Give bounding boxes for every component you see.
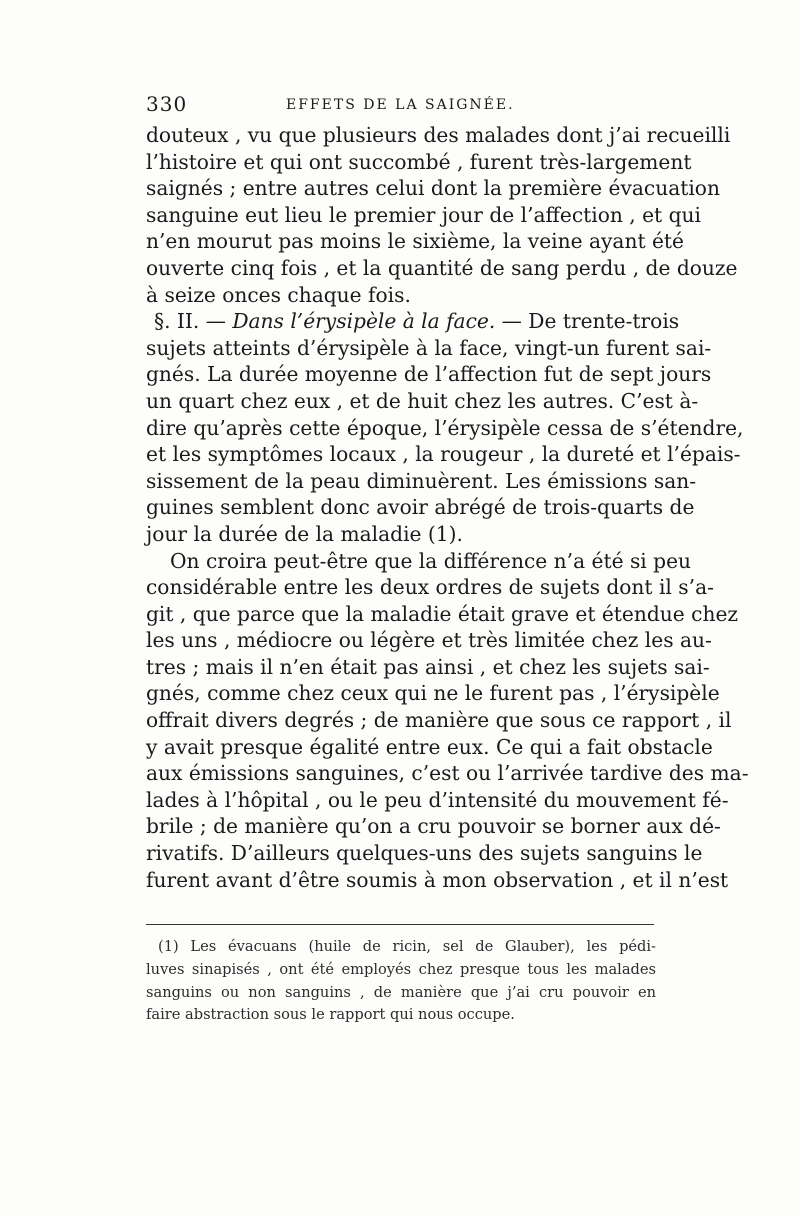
text-line: gnés. La durée moyenne de l’affection fut de sept jours [146,362,712,387]
text-line: furent avant d’être soumis à mon observation , et il n’est [146,867,729,892]
text-line: à seize onces chaque fois. [146,282,411,307]
section-heading-rest: — De trente-trois [501,309,680,334]
text-line: lades à l’hôpital , ou le peu d’intensité du mouvement fé- [146,787,729,812]
running-head [146,92,656,122]
text-line: l’histoire et qui ont succombé , furent très-largement [146,149,692,174]
text-line: aux émissions sanguines, c’est ou l’arrivée tardive des ma- [146,761,749,786]
text-line: sujets atteints d’érysipèle à la face, vingt-un furent sai- [146,335,712,360]
footnote-divider [146,924,654,925]
running-head-title: EFFETS DE LA SAIGNÉE. [286,97,515,113]
footnotes [146,936,656,1027]
main-text [146,122,749,893]
text-line: jour la durée de la maladie (1). [146,521,463,546]
footnote-line: sanguins ou non sanguins , de manière que j’ai cru pouvoir en [146,983,656,1001]
text-line: git , que parce que la maladie était grave et étendue chez [146,601,739,626]
text-line: y avait presque égalité entre eux. Ce qui a fait obstacle [146,734,713,759]
text-line: n’en mourut pas moins le sixième, la veine ayant été [146,229,684,254]
text-line: saignés ; entre autres celui dont la première évacuation [146,176,720,201]
text-line: un quart chez eux , et de huit chez les autres. C’est à- [146,388,699,413]
section-heading [146,308,680,335]
text-line: brile ; de manière qu’on a cru pouvoir se borner aux dé- [146,814,721,839]
footnote-line: luves sinapisés , ont été employés chez presque tous les malades [146,960,656,978]
text-line: offrait divers degrés ; de manière que sous ce rapport , il [146,708,732,733]
text-line: les uns , médiocre ou légère et très limitée chez les au- [146,628,712,653]
text-line: sanguine eut lieu le premier jour de l’affection , et qui [146,202,701,227]
section-title: Dans l’érysipèle à la face. [232,309,496,334]
text-line: et les symptômes locaux , la rougeur , la dureté et l’épais- [146,442,741,467]
text-line: guines semblent donc avoir abrégé de trois-quarts de [146,495,695,520]
text-line: ouverte cinq fois , et la quantité de sang perdu , de douze [146,255,738,280]
text-line: On croira peut-être que la différence n’a été si peu [170,548,692,573]
section-number: §. II. — [154,309,226,334]
text-line: rivatifs. D’ailleurs quelques-uns des sujets sanguins le [146,841,703,866]
footnote-line: (1) Les évacuans (huile de ricin, sel de Glauber), les pédi- [158,938,656,955]
footnote-line: faire abstraction sous le rapport qui nous occupe. [146,1006,515,1024]
text-line: sissement de la peau diminuèrent. Les émissions san- [146,468,697,493]
text-line: dire qu’après cette époque, l’érysipèle cessa de s’étendre, [146,415,744,440]
text-line: gnés, comme chez ceux qui ne le furent pas , l’érysipèle [146,681,720,706]
text-line: tres ; mais il n’en était pas ainsi , et chez les sujets sai- [146,654,710,679]
page-number: 330 [146,92,188,116]
text-line: considérable entre les deux ordres de sujets dont il s’a- [146,575,714,600]
text-line: douteux , vu que plusieurs des malades dont j’ai recueilli [146,123,731,147]
